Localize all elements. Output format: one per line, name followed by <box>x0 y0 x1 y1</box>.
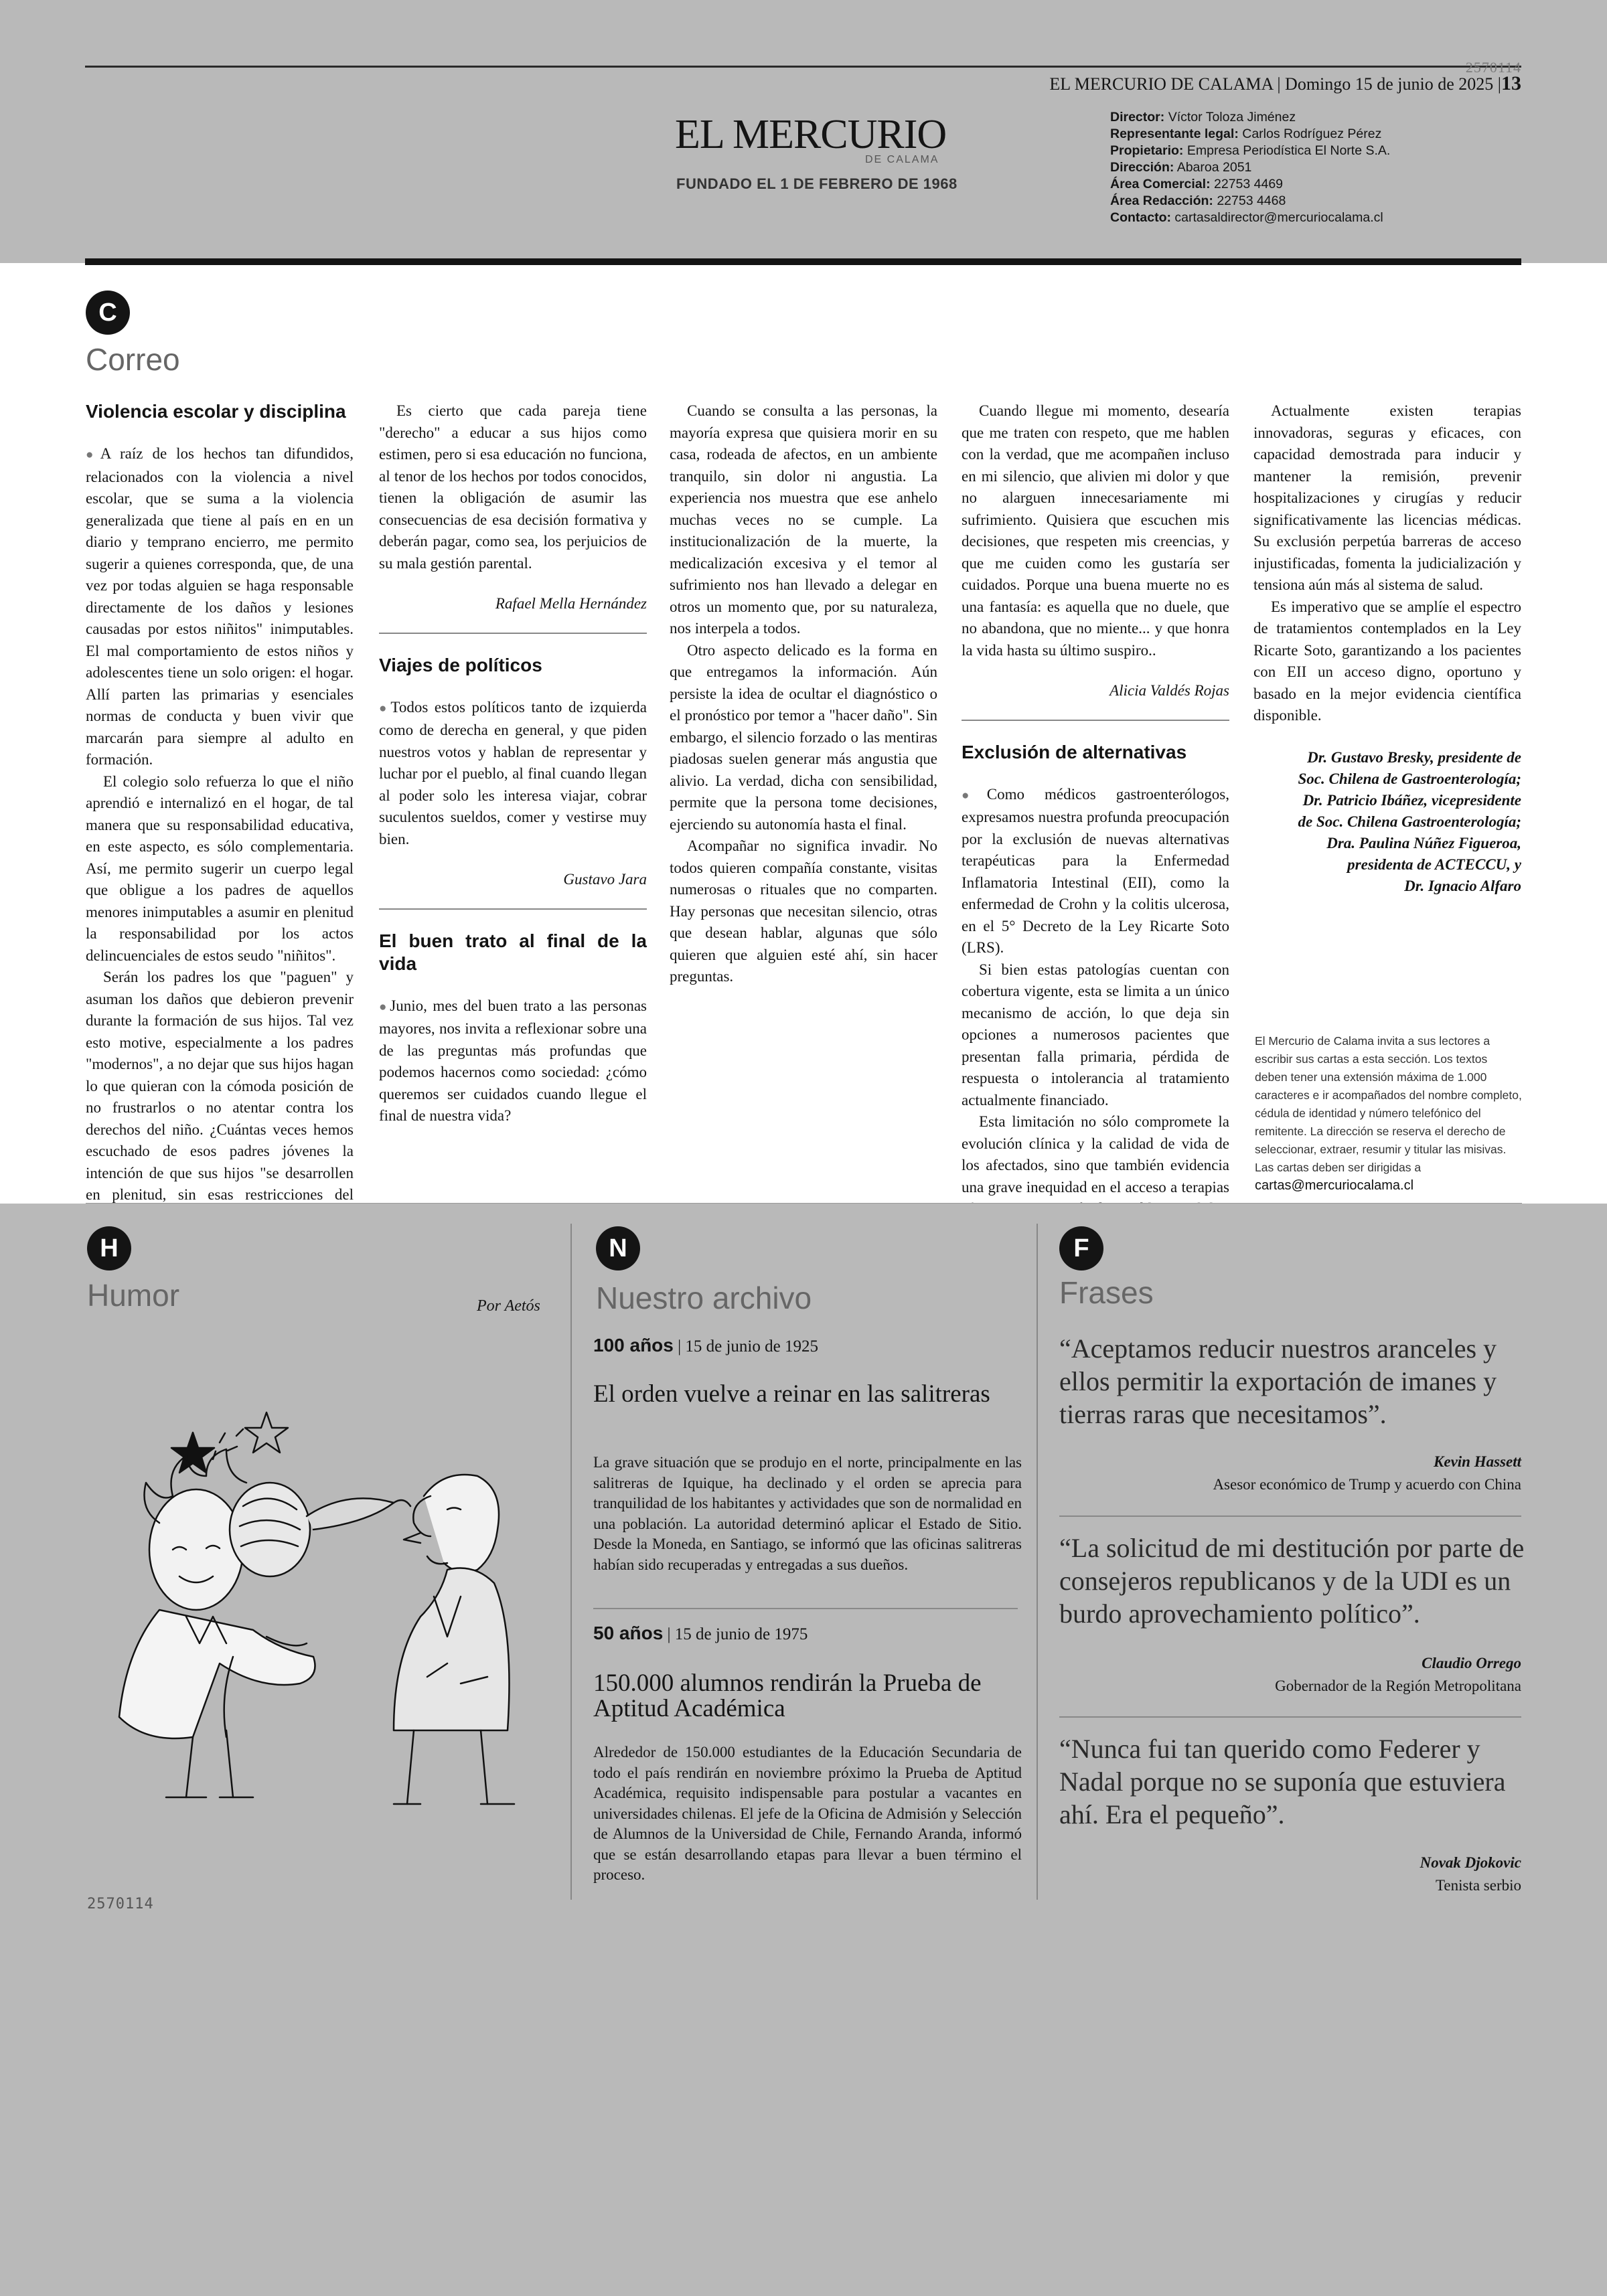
section-title-archivo: Nuestro archivo <box>596 1281 812 1315</box>
letter-paragraph: ● Como médicos gastroenterólogos, expresamos nuestra profunda preocupación por la exclusión de nuevas alternativas terapéuticas para la Enfermedad Inflamatoria Intestinal (EII), como la enfermedad de Crohn y la colitis ulcerosa, en el 5° Decreto de la Ley Ricarte Soto (LRS). <box>962 784 1229 959</box>
quote-author-role: Asesor económico de Trump y acuerdo con China <box>1213 1476 1521 1493</box>
masthead-row: Propietario: Empresa Periodística El Norte S.A. <box>1110 143 1391 158</box>
letter-paragraph: El colegio solo refuerza lo que el niño aprendió e internalizó en el hogar, de tal manera que su responsabilidad educativa, en este aspecto, es sólo complementaria. Así, me permito sugerir un cuerpo legal que obligue a los padres de aquellos menores inimputables a asumir en plenitud la responsabilidad por los actos delincuenciales de estos seudo "niñitos". <box>86 772 354 964</box>
letter-paragraph: Cuando llegue mi momento, desearía que me traten con respeto, que me hablen con la verdad, que me acompañen incluso en mi silencio, que alivien mi dolor y que no alarguen innecesariamente mi sufrimiento. Quisiera que escuchen mis decisiones, que respeten mis creencias, y que me cuiden como les gustaría ser cuidados. Porque una buena muerte no es una fantasía: es aquella que no duele, que no abandona, que no miente... y que honra la vida hasta su último suspiro.. <box>962 402 1229 659</box>
letter-paragraph: ● A raíz de los hechos tan difundidos, relacionados con la violencia a nivel escolar, que se suma a la violencia generalizada que tiene al país en en un diario y temprano encierro, me permito sugerir a quienes corresponda, que, de una vez por todas alguien se haga responsable directamente de los daños y lesiones causadas por estos niñitos" inimputables. El mal comportamiento de estos niños y adolescentes tiene un solo origen: el hogar. Allí parten las primarias y esenciales normas de conducta y buen vivir que marcarán para siempre al adulto en formación. <box>86 443 354 771</box>
letters-column-1 <box>86 400 354 1228</box>
archive-date: | 15 de junio de 1925 <box>678 1337 818 1356</box>
letter-title: Exclusión de alternativas <box>962 741 1187 762</box>
archive-body: La grave situación que se produjo en el norte, principalmente en las salitreras de Iquique, ha declinado y el orden se aprecia para tranquilidad de los habitantes y actividades que son de normalidad en una población. La autoridad determinó aplicar el Estado de Sitio. Desde la Moneda, en Santiago, se informó que las oficinas salitreras habían sido recuperadas y entregadas a sus dueños. <box>593 1454 1022 1573</box>
letter-authors <box>1253 747 1521 897</box>
archive-divider <box>593 1608 1018 1609</box>
masthead-row: Dirección: Abaroa 2051 <box>1110 160 1252 175</box>
column-divider <box>570 1224 572 1900</box>
quote-attribution <box>1053 1652 1521 1698</box>
author-line: Dr. Patricio Ibáñez, vicepresidente <box>1302 791 1521 809</box>
masthead-header <box>0 0 1607 263</box>
masthead-row: Área Redacción: 22753 4468 <box>1110 193 1286 208</box>
quote-attribution <box>1053 1451 1521 1496</box>
letters-column-4 <box>962 400 1229 1220</box>
quote-text: “Nunca fui tan querido como Federer y Nadal porque no se suponía que estuviera ahí. Era el pequeño”. <box>1059 1734 1506 1829</box>
masthead-row: Área Comercial: 22753 4469 <box>1110 177 1284 191</box>
quote-text: “Aceptamos reducir nuestros aranceles y ellos permitir la exportación de imanes y tierras raras que necesitamos”. <box>1059 1333 1497 1429</box>
letter-paragraph: Cuando se consulta a las personas, la mayoría expresa que quisiera morir en su casa, rodeada de afectos, en un ambiente tranquilo, sin dolor ni angustia. La experiencia nos muestra que ese anhelo muchas veces no se cumple. La institucionalización de la muerte, la medicalización excesiva y el temor al sufrimiento nos han llevado a delegar en otros un momento que, por su naturaleza, nos interpela a todos. <box>670 402 937 637</box>
section-title-correo: Correo <box>86 342 180 377</box>
section-title-humor: Humor <box>87 1278 180 1313</box>
letters-column-5 <box>1253 400 1521 897</box>
masthead-row: Director: Víctor Toloza Jiménez <box>1110 110 1296 125</box>
letter-paragraph: Actualmente existen terapias innovadoras, seguras y eficaces, con capacidad demostrada para inducir y mantener la remisión, prevenir hospitalizaciones y cirugías y reducir significativamente las licencias médicas. Su exclusión perpetúa barreras de acceso injustificadas, fomenta la judicialización y tensiona aún más al sistema de salud. <box>1253 402 1521 593</box>
quote-author-role: Tenista serbio <box>1435 1877 1521 1894</box>
cartoon-id: 2570114 <box>87 1896 154 1912</box>
archive-body: Alrededor de 150.000 estudiantes de la Educación Secundaria de todo el país rendirán en noviembre próximo la Prueba de Aptitud Académica, requisito indispensable para postular a vacantes en universidades chilenas. El jefe de la Oficina de Admisión y Selección de Alumnos de la Universidad de Chile, Fernando Aranda, informó que se están desarrollando etapas para llevar a buen término el proceso. <box>593 1744 1022 1883</box>
archive-era <box>593 1623 808 1644</box>
quote-author-role: Gobernador de la Región Metropolitana <box>1275 1677 1521 1694</box>
archive-date: | 15 de junio de 1975 <box>667 1625 808 1643</box>
author-line: Dr. Ignacio Alfaro <box>1404 877 1521 894</box>
quote-author: Kevin Hassett <box>1434 1453 1521 1470</box>
newspaper-logo: EL MERCURIO <box>675 112 947 157</box>
letter-author: Alicia Valdés Rojas <box>1109 682 1229 699</box>
letters-policy-notice <box>1255 1032 1523 1195</box>
letter-paragraph: ● Junio, mes del buen trato a las personas mayores, nos invita a reflexionar sobre una de las preguntas más profundas que podemos hacernos como sociedad: ¿cómo queremos ser cuidados cuando llegue el final de nuestra vida? <box>379 995 647 1127</box>
masthead-credits <box>1110 109 1390 226</box>
letter-paragraph: Serán los padres los que "paguen" y asuman los daños que debieron prevenir durante la formación de sus hijos. Tal vez esto motive, especialmente a los padres "modernos", a no dejar que sus hijos hagan lo que quieran con la cómoda posición de no frustrarlos o no atentar contra los derechos del niño. ¿Cuántas veces hemos escuchado de esos padres jóvenes la intención de que sus hijos "se desarrollen en plenitud, sin esas restricciones del <box>86 969 354 1203</box>
logo-subtitle: DE CALAMA <box>865 154 939 165</box>
quote-author: Novak Djokovic <box>1420 1854 1521 1871</box>
letter-paragraph: Otro aspecto delicado es la forma en que entregamos la información. Aún persiste la idea de ocultar el diagnóstico o el pronóstico por temor a "hacer daño". Sin embargo, el silencio forzado o las mentiras piadosas suelen generar más angustia que alivio. La verdad, dicha con sensibilidad, permite que la persona tome decisiones, ejerciendo su autonomía hasta el final. <box>670 641 937 833</box>
author-line: Dr. Gustavo Bresky, presidente de <box>1307 748 1521 766</box>
letter-author: Gustavo Jara <box>563 871 647 888</box>
dateline <box>1049 72 1521 95</box>
correo-badge: C <box>86 291 130 335</box>
frases-badge: F <box>1059 1226 1103 1270</box>
author-line: Dra. Paulina Núñez Figueroa, <box>1326 834 1521 851</box>
letter-divider <box>379 633 647 634</box>
quote-text: “La solicitud de mi destitución por parte de consejeros republicanos y de la UDI es un burdo aprovechamiento político”. <box>1059 1533 1525 1629</box>
archive-headline: 150.000 alumnos rendirán la Prueba de Aptitud Académica <box>593 1669 982 1722</box>
letters-column-2 <box>379 400 647 1127</box>
document-id: 2570114 <box>1465 59 1521 76</box>
header-top-rule <box>85 66 1521 68</box>
quote-author: Claudio Orrego <box>1422 1655 1521 1671</box>
archive-headline: El orden vuelve a reinar en las salitreras <box>593 1380 990 1408</box>
quote-attribution <box>1053 1852 1521 1897</box>
letter-title: Viajes de políticos <box>379 654 542 675</box>
letter-paragraph: Si bien estas patologías cuentan con cobertura vigente, esta se limita a un único mecanismo de acción, lo que deja sin opciones a numerosos pacientes que presentan falla primaria, pérdida de respuesta o intolerancia al tratamiento actualmente financiado. <box>962 961 1229 1109</box>
letters-email-link[interactable]: cartas@mercuriocalama.cl <box>1255 1178 1414 1193</box>
masthead-row: Contacto: cartasaldirector@mercuriocalama.cl <box>1110 210 1383 225</box>
archive-era <box>593 1335 818 1356</box>
section-title-frases: Frases <box>1059 1275 1154 1310</box>
cartoonist-byline: Por Aetós <box>477 1297 540 1315</box>
letters-column-3 <box>670 400 937 988</box>
archive-years: 50 años <box>593 1623 664 1643</box>
letter-paragraph: Es cierto que cada pareja tiene "derecho" a educar a sus hijos como estimen, pero si esa educación no funciona, al tenor de los hechos por todos conocidos, tienen la obligación de asumir las consecuencias de esa decisión formativa y deberán pagar, como sea, los perjuicios de su mala gestión parental. <box>379 402 647 572</box>
humor-badge: H <box>87 1226 131 1270</box>
founded-line: FUNDADO EL 1 DE FEBRERO DE 1968 <box>676 175 958 192</box>
page-number: 13 <box>1501 72 1521 94</box>
star-icon <box>245 1412 288 1453</box>
header-bottom-rule <box>85 258 1521 265</box>
letter-title: Violencia escolar y disciplina <box>86 401 346 422</box>
letter-divider <box>379 908 647 910</box>
author-line: presidenta de ACTECCU, y <box>1347 855 1521 873</box>
author-line: Soc. Chilena de Gastroenterología; <box>1298 770 1521 787</box>
letter-title: El buen trato al final de la vida <box>379 930 647 974</box>
letter-divider <box>962 720 1229 721</box>
author-line: de Soc. Chilena Gastroenterología; <box>1298 813 1521 830</box>
column-divider <box>1037 1224 1038 1900</box>
notice-text: El Mercurio de Calama invita a sus lectores a escribir sus cartas a esta sección. Los textos deben tener una extensión máxima de 1.000 caracteres e ir acompañados del nombre completo, cédula de identidad y número telefónico del remitente. La dirección se reserva el derecho de seleccionar, extraer, resumir y titular las misivas. Las cartas deben ser dirigidas a <box>1255 1034 1522 1174</box>
letter-paragraph: ● Todos estos políticos tanto de izquierda como de derecha en general, y que piden nuestros votos y hablan de representar y luchar por el pueblo, al final cuando llegan al poder solo les interesa viajar, cobrar suculentos sueldos, comer y vestirse muy bien. <box>379 697 647 851</box>
letter-paragraph: Es imperativo que se amplíe el espectro de tratamientos contemplados en la Ley Ricarte Soto, garantizando a los pacientes con EII un acceso digno, oportuno y basado en la mejor evidencia científica disponible. <box>1253 598 1521 724</box>
contact-email[interactable]: cartasaldirector@mercuriocalama.cl <box>1174 210 1383 225</box>
letter-paragraph: Esta limitación no sólo compromete la evolución clínica y la calidad de vida de los afectados, sino que también evidencia una grave inequidad en el acceso a terapias <box>962 1113 1229 1196</box>
archivo-badge: N <box>596 1226 640 1270</box>
masthead-row: Representante legal: Carlos Rodríguez Pérez <box>1110 127 1382 141</box>
letter-author: Rafael Mella Hernández <box>495 595 647 612</box>
dateline-text: EL MERCURIO DE CALAMA | Domingo 15 de junio de 2025 | <box>1049 74 1501 94</box>
archive-years: 100 años <box>593 1335 674 1356</box>
letter-paragraph: Acompañar no significa invadir. No todos quieren compañía constante, visitas numerosas o rituales que no comparten. Hay personas que necesitan silencio, otras que desean hablar, algunas que sólo quieren que alguien esté ahí, sin hacer preguntas. <box>670 837 937 985</box>
quote-divider <box>1059 1716 1521 1718</box>
humor-cartoon-illustration <box>86 1396 528 1817</box>
quote-divider <box>1059 1515 1521 1517</box>
